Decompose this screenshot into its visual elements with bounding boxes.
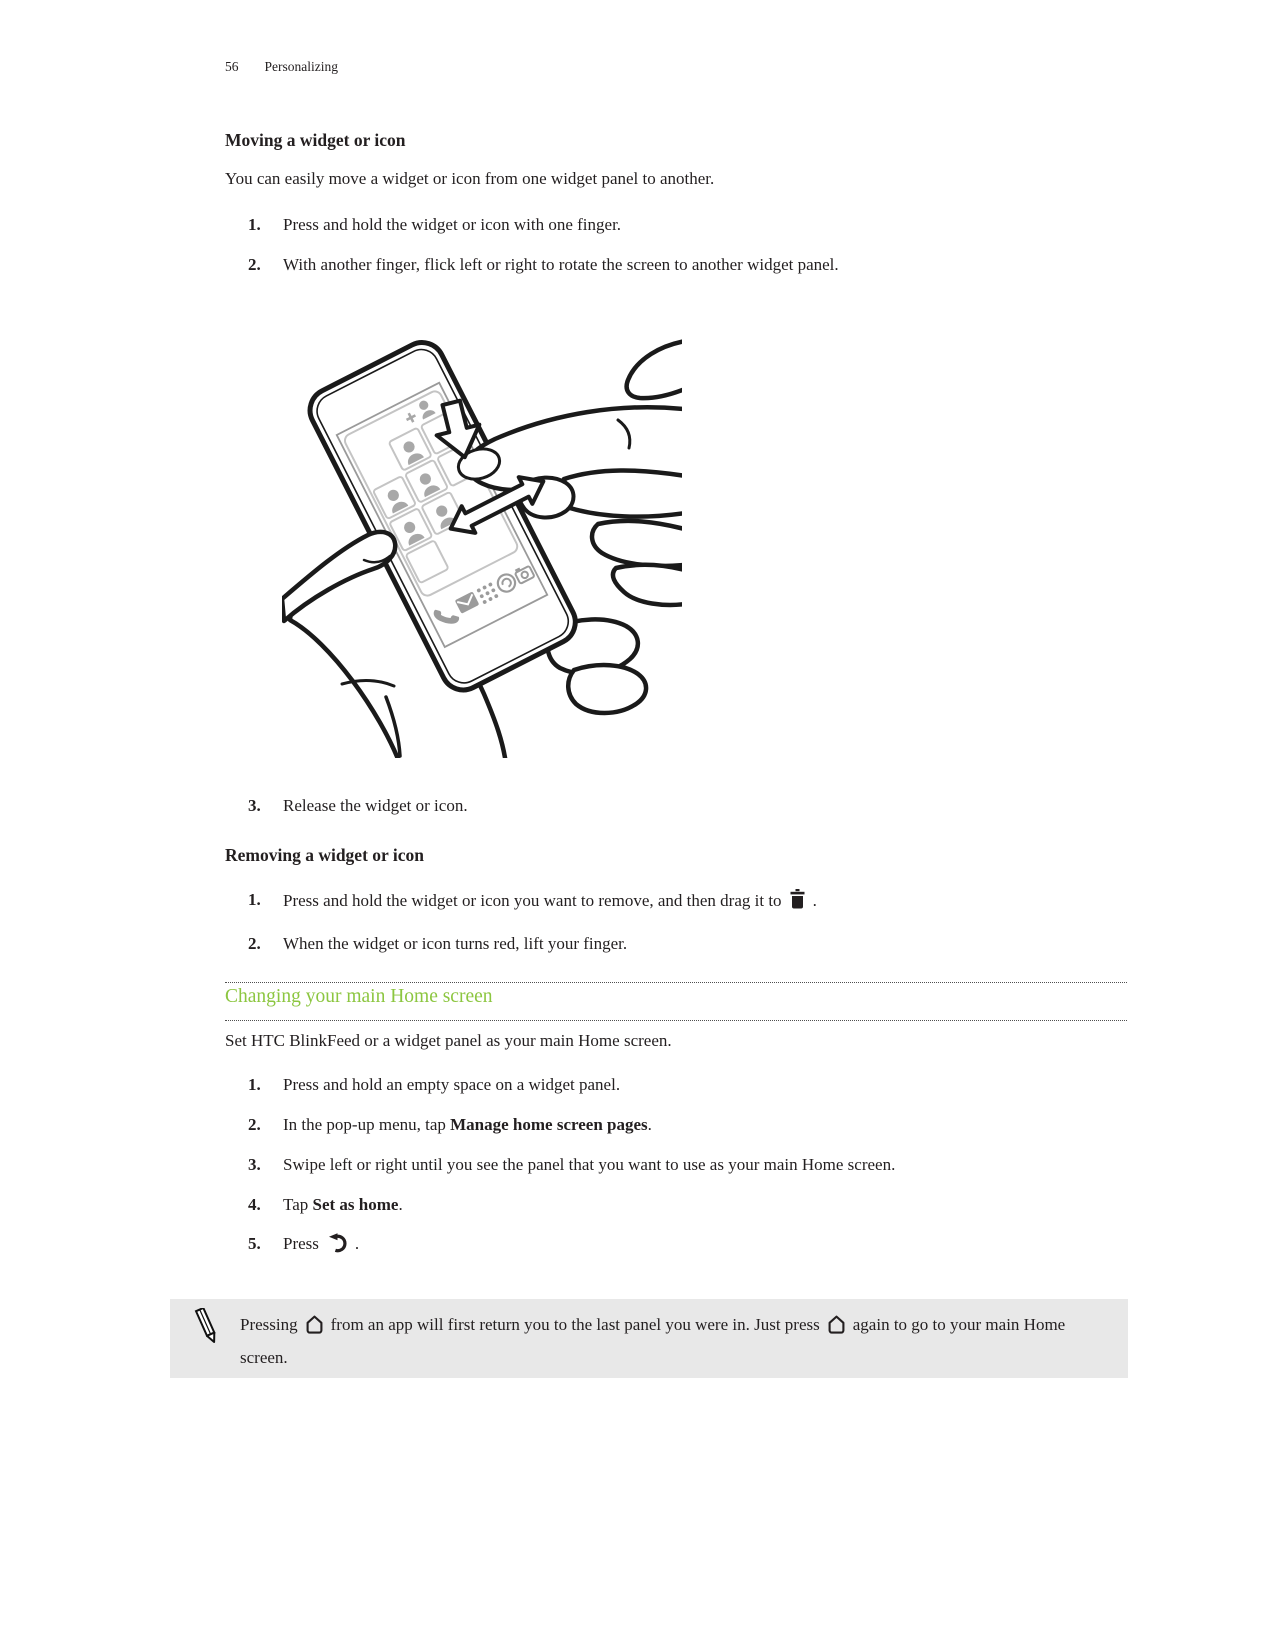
step-item <box>225 1194 1127 1216</box>
step-text: Swipe left or right until you see the panel that you want to use as your main Home screen. <box>283 1155 896 1174</box>
step-item <box>225 214 1127 236</box>
note-box <box>170 1299 1128 1378</box>
step-item <box>225 795 1127 817</box>
step-text: Press and hold the widget or icon with one finger. <box>283 215 622 234</box>
step-text: Press . <box>283 1233 1127 1259</box>
step-text: With another finger, flick left or right to rotate the screen to another widget panel. <box>283 255 839 274</box>
step-number: 1. <box>248 890 261 909</box>
step-number: 5. <box>248 1234 261 1253</box>
widget-move-illustration <box>282 298 682 758</box>
chapter-title: Personalizing <box>264 59 338 74</box>
changing-intro: Set HTC BlinkFeed or a widget panel as your main Home screen. <box>225 1031 672 1050</box>
step-text: Press and hold the widget or icon you want to remove, and then drag it to . <box>283 889 1127 915</box>
dotted-divider <box>225 982 1127 983</box>
section-title-removing: Removing a widget or icon <box>225 845 424 865</box>
dotted-divider <box>225 1020 1127 1021</box>
home-icon <box>828 1314 845 1343</box>
step-number: 4. <box>248 1195 261 1214</box>
step-item <box>225 1114 1127 1136</box>
step-item <box>225 254 1127 276</box>
back-arrow-icon <box>328 1233 350 1259</box>
step-item <box>225 1233 1127 1259</box>
step-number: 3. <box>248 796 261 815</box>
step-number: 3. <box>248 1155 261 1174</box>
step-number: 2. <box>248 934 261 953</box>
step-text: In the pop-up menu, tap Manage home screen pages. <box>283 1115 652 1134</box>
step-item <box>225 1074 1127 1096</box>
step-number: 1. <box>248 215 261 234</box>
menu-option-label: Manage home screen pages <box>450 1115 648 1134</box>
step-number: 2. <box>248 255 261 274</box>
home-icon <box>306 1314 323 1343</box>
step-text: Press and hold an empty space on a widget panel. <box>283 1075 621 1094</box>
button-option-label: Set as home <box>312 1195 399 1214</box>
step-item <box>225 889 1127 915</box>
page-number: 56 <box>225 59 239 74</box>
step-text: When the widget or icon turns red, lift your finger. <box>283 934 628 953</box>
step-text: Release the widget or icon. <box>283 796 468 815</box>
pencil-icon <box>192 1308 226 1363</box>
trash-icon <box>789 889 806 915</box>
note-text: Pressing from an app will first return you to the last panel you were in. Just press again to go to your main Home screen. <box>240 1315 1066 1367</box>
step-number: 2. <box>248 1115 261 1134</box>
step-number: 1. <box>248 1075 261 1094</box>
moving-intro: You can easily move a widget or icon from one widget panel to another. <box>225 169 715 188</box>
step-text: Tap Set as home. <box>283 1195 403 1214</box>
step-item <box>225 1154 1127 1176</box>
step-item <box>225 933 1127 955</box>
page-header <box>225 59 338 75</box>
section-heading-changing: Changing your main Home screen <box>225 986 493 1007</box>
section-title-moving: Moving a widget or icon <box>225 130 406 150</box>
